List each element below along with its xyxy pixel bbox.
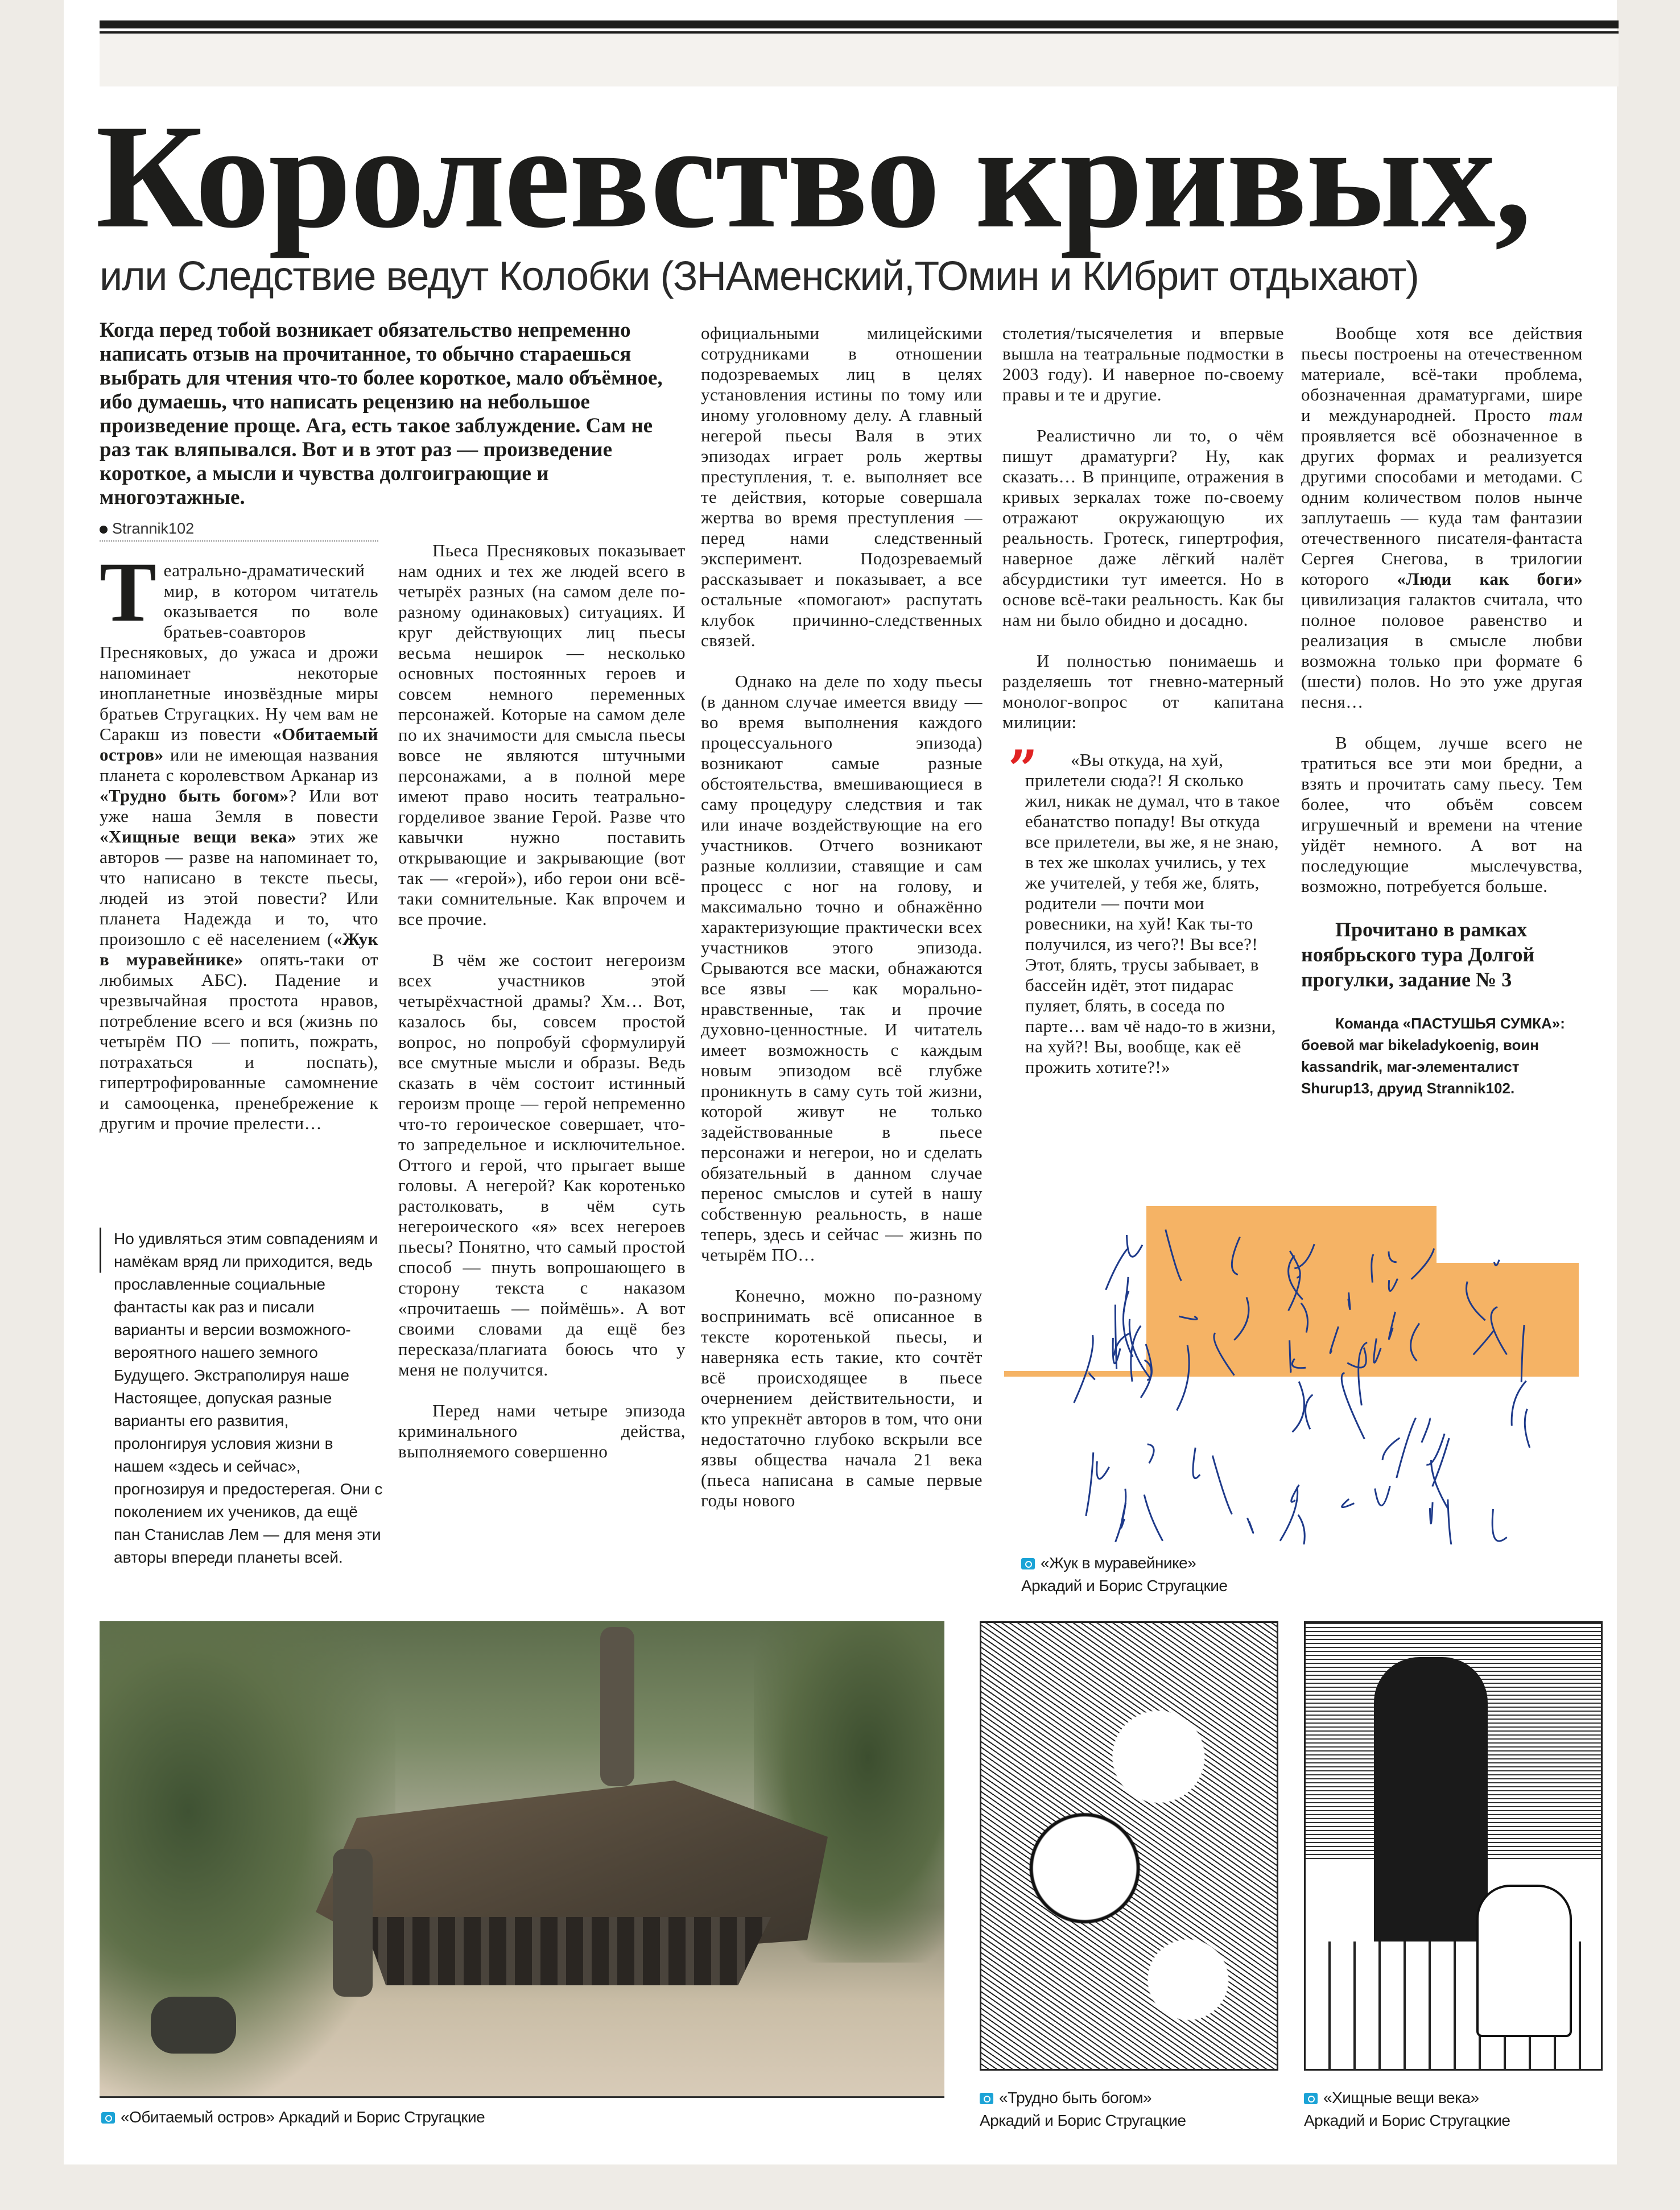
text-run: опять-таки от любимых АБС). Падение и чрезвычайная простота нравов, потребление всего и вся (жизнь по четырём ПО — попить, пожрать, потрахаться и поспать), гипертрофированные самомнение и самооценка, пренебрежение к другим и прочие прелести…	[100, 949, 378, 1133]
ink-stroke	[1247, 1518, 1253, 1532]
pull-quote	[1002, 739, 1284, 1077]
quote-mark-icon: ”	[1008, 739, 1038, 799]
header-rule-thin	[100, 31, 1619, 34]
caption-authors: Аркадий и Борис Стругацкие	[1021, 1577, 1228, 1594]
camera-icon	[1304, 2093, 1318, 2104]
caption-hishchnye	[1304, 2087, 1510, 2132]
column-1	[100, 545, 379, 1154]
ink-stroke	[1448, 1500, 1454, 1544]
ink-stroke	[1193, 1448, 1200, 1478]
paragraph: Перед нами четыре эпизода криминального действа, выполняемого совершенно	[398, 1401, 686, 1461]
camera-icon	[101, 2112, 115, 2124]
byline	[100, 519, 378, 542]
column-4	[1002, 323, 1284, 1077]
paragraph: Пьеса Пресняковых показывает нам одних и тех же людей всего в четырёх разных (на самом деле по-разному одинаковых) ситуациях. И круг действующих лиц пьесы весьма неширок — несколько основных постоянных героев и совсем немного переменных персонажей. Которые на самом деле по их значимости для смысла пьесы вовсе не являются штучными персонажами, а в полной мере имеют право носить театрально-горделивое звание Герой. Разве что кавычки нужно поставить открывающие и закрывающие (вот так — «герой»), ибо герои они всё-таки сомнительные. Как впрочем и все прочие.	[398, 540, 686, 929]
caption-title: «Жук в муравейнике»	[1041, 1554, 1196, 1572]
ink-stroke	[1144, 1494, 1163, 1540]
paragraph: В чём же состоит негероизм всех участников этой четырёхчастной драмы? Хм… Вот, казалось бы, совсем простой вопрос, но попробуй сформулируй все смутные мысли и образы. Ведь сказать в чём состоит истинный героизм проще — герой непременно что-то героическое совершает, что-то запредельное и исключительное. Оттого и герой, что прыгает выше головы. А негерой? Как коротенько растолковать, в чём суть негероического «я» всех негероев пьесы? Понятно, что самый простой способ — пнуть вопрошающего в сторону текста с наказом «прочитаешь — поймёшь». А вот своими словами да ещё без пересказа/плагиата боюсь что у меня не получится.	[398, 950, 686, 1379]
ink-stroke	[1306, 1395, 1313, 1430]
text-run: этих же авторов — разве на напоминает то, что написано в тексте пьесы, людей из этой повести? Или планета Надежда и то, что произошло с её населением (	[100, 827, 379, 949]
emphasis: там	[1549, 405, 1583, 425]
column-3	[701, 323, 983, 1531]
paragraph: Реалистично ли то, о чём пишут драматурги? Ну, как сказать… В принципе, отражения в кривых зеркалах тоже по-своему отражают окружающую их реальность. Гротеск, гипертрофия, наверное даже лёгкий налёт абсурдистики тут имеется. Но в основе всё-таки реальность. Как бы нам ни было обидно и досадно.	[1002, 426, 1284, 630]
ink-stroke	[1430, 1502, 1433, 1523]
sidebar-note: Но удивляться этим совпадениям и намёкам вряд ли приходится, ведь прославленные социальные фантасты как раз и писали варианты и версии возможного-вероятного нашего земного Будущего. Экстраполируя наше Настоящее, допуская разные варианты его развития, пролонгируя условия жизни в нашем «здесь и сейчас», прогнозируя и предостерегая. Они с поколением их учеников, да ещё пан Станислав Лем — для меня эти авторы впереди планеты всей.	[100, 1228, 384, 1569]
ink-stroke	[1525, 1409, 1530, 1448]
camera-icon	[1021, 1558, 1035, 1569]
illustration-hishchnye	[1304, 1621, 1603, 2071]
caption-zhuk	[1021, 1552, 1227, 1597]
ink-stroke	[1121, 1503, 1125, 1528]
illustration-ostrov	[100, 1621, 944, 2098]
illustration-zhuk	[1004, 1183, 1579, 1544]
ink-stroke	[1375, 1486, 1390, 1505]
paragraph: столетия/тысячелетия и впервые вышла на театральные подмостки в 2003 году). И наверное по-своему правы и те и другие.	[1002, 323, 1284, 404]
text-run: проявляется всё обозначенное в других формах и реализуется другими способами и методами. С одним количеством полов нынче заплутаешь — куда там фантазии отечественного писателя-фантаста Сергея Снегова, в трилогии которого	[1301, 426, 1583, 589]
paragraph: В общем, лучше всего не тратиться все эти мои бредни, а взять и прочитать саму пьесу. Тем более, что объём совсем игрушечный и времени на чтение уйдёт немного. А вот на последующие мыслечувства, возможно, потребуется больше.	[1301, 733, 1583, 896]
ink-stroke	[1341, 1373, 1364, 1439]
ink-stroke	[1212, 1456, 1232, 1514]
reading-note: Прочитано в рамках ноябрьского тура Долгой прогулки, задание № 3	[1301, 918, 1535, 991]
book-title: «Люди как боги»	[1397, 569, 1583, 589]
ink-stroke	[1512, 1381, 1526, 1426]
ink-stroke	[1492, 1509, 1507, 1541]
paragraph	[100, 545, 379, 1134]
article-lead: Когда перед тобой возникает обязательство непременно написать отзыв на прочитанное, то обычно стараешься выбрать для чтения что-то более короткое, мало объёмное, ибо думаешь, что написать рецензию на небольшое произведение проще. Ага, есть такое заблуждение. Сам не раз так вляпывался. Вот и в этот раз — произведение короткое, а мысли и чувства долгоиграющие и многоэтажные.	[100, 319, 663, 509]
ink-stroke	[1086, 1452, 1093, 1516]
caption-authors: Аркадий и Борис Стругацкие	[980, 2112, 1186, 2129]
header-rule	[100, 20, 1619, 28]
text-run: цивилизация галактов считала, что полное половое равенство и реализация в смысле любви возможна только при формате 6 (шести) полов. Но это уже другая песня…	[1301, 589, 1583, 712]
quote-text: «Вы откуда, на хуй, прилетели сюда?! Я сколько жил, никак не думал, что в такое ебанатство попаду! Вы откуда все прилетели, вы же, я не знаю, в тех же школах учились, у тех же учителей, у тебя же, блять, родители — почти мои ровесники, на хуй! Как ты-то получился, из чего?! Вы все?! Этот, блять, трусы забывает, в бассейн идёт, этот пидарас пуляет, блять, в соседа по парте… вам чё надо-то в жизни, на хуй?! Вы, вообще, как её прожить хотите?!»	[1025, 750, 1280, 1077]
caption-trudno	[980, 2087, 1186, 2132]
ink-stroke	[1116, 1489, 1126, 1542]
caption-title: «Трудно быть богом»	[999, 2089, 1152, 2106]
text-run: ? Или вот уже наша Земля в повести	[100, 786, 378, 826]
paragraph-text	[100, 545, 379, 1133]
ink-stroke	[1397, 1418, 1416, 1478]
paragraph: официальными милицейскими сотрудниками в отношении подозреваемых лиц в целях установления истины по тому или иному уголовному делу. А главный негерой пьесы Валя в этих эпизодах играет роль жертвы преступления, т. е. выполняет все те действия, которые совершала жертва во время преступления — перед нами следственный эксперимент. Подозреваемый рассказывает и показывает, а все остальные «помогают» распутать клубок причинно-следственных связей.	[701, 323, 983, 650]
paragraph-text	[1301, 323, 1583, 712]
column-5	[1301, 323, 1583, 1120]
caption-title: «Хищные вещи века»	[1323, 2089, 1479, 2106]
article-subtitle: или Следствие ведут Колобки (ЗНАменский,ТОмин и КИбрит отдыхают)	[100, 254, 1419, 299]
column-2	[398, 540, 686, 1482]
camera-icon	[980, 2093, 993, 2104]
ink-stroke	[1298, 1515, 1305, 1544]
team-credits: Команда «ПАСТУШЬЯ СУМКА»: боевой маг bikeladykoenig, воин kassandrik, маг-элементалист Shurup13, друид Strannik102.	[1301, 1015, 1565, 1097]
ink-stroke	[1342, 1499, 1355, 1507]
ink-stroke	[1280, 1487, 1298, 1541]
paragraph: Однако на деле по ходу пьесы (в данном случае имеется ввиду — во время выполнения каждого процессуального эпизода) возникают самые разные обстоятельства, вмешивающиеся в саму процедуру следствия и так или иначе воздействующие на его участников. Отчего возникают разные коллизии, ставящие и сам процесс с ног на голову, и максимально точно и обнажённо характеризующие практически всех участников этого эпизода. Срываются все маски, обнажаются все язвы — как морально-нравственные, так и прочие духовно-ценностные. И читатель имеет возможность с каждым новым эпизодом всё глубже проникнуть в саму суть той жизни, которой живут не только задействованные в пьесе персонажи и негерои, но и сделать обязательный в данном случае перенос смыслов и сутей в нашу собственную реальность, в наше теперь, здесь и сейчас — жизнь по четырём ПО…	[701, 671, 983, 1265]
ink-drawing	[1004, 1183, 1579, 1544]
paragraph: Конечно, можно по-разному воспринимать всё описанное в тексте коротенькой пьесы, и наверняка есть такие, кто сочтёт всё происходящее в пьесе очернением действительности, и кто упрекнёт авторов в том, что они недостаточно глубоко вскрыли все язвы общества начала 21 века (пьеса написана в самые первые годы нового	[701, 1286, 983, 1510]
text-run: еатрально-драматический мир, в котором читатель оказывается по воле братьев-соавторов Пресняковых, до ужаса и дрожи напоминает некоторые инопланетные инозвёздные миры братьев Стругацких. Ну чем вам не Саракш из повести	[100, 560, 378, 744]
ink-stroke	[1147, 1444, 1154, 1463]
book-title: «Трудно быть богом»	[100, 786, 289, 805]
bullet-icon	[100, 526, 108, 534]
paragraph: И полностью понимаешь и разделяешь тот гневно-матерный монолог-вопрос от капитана милиции:	[1002, 651, 1284, 732]
paragraph	[1301, 323, 1583, 712]
ink-stroke	[1097, 1461, 1109, 1479]
book-title: «Обитаемый остров»	[100, 724, 378, 765]
text-run: или не имеющая названия планета с королевством Арканар из	[100, 745, 378, 785]
ink-stroke	[1382, 1438, 1400, 1460]
book-title: «Жук в муравейнике»	[100, 929, 378, 969]
text-run: Вообще хотя все действия пьесы построены на отечественном материале, всё-таки проблема, обозначенная драматургами, шире и международней. Просто	[1301, 323, 1583, 425]
illustration-trudno	[980, 1621, 1278, 2071]
ink-stroke	[1422, 1418, 1430, 1443]
author-name: Strannik102	[112, 520, 195, 537]
ink-stroke	[1293, 1382, 1305, 1432]
drop-cap: Т	[100, 545, 157, 639]
book-title: «Хищные вещи века»	[100, 827, 297, 846]
article-title: Королевство кривых,	[96, 94, 1531, 259]
header-band	[100, 34, 1619, 86]
caption-authors: Аркадий и Борис Стругацкие	[1304, 2112, 1510, 2129]
caption-text: «Обитаемый остров» Аркадий и Борис Стругацкие	[121, 2108, 485, 2126]
caption-ostrov	[101, 2106, 485, 2129]
